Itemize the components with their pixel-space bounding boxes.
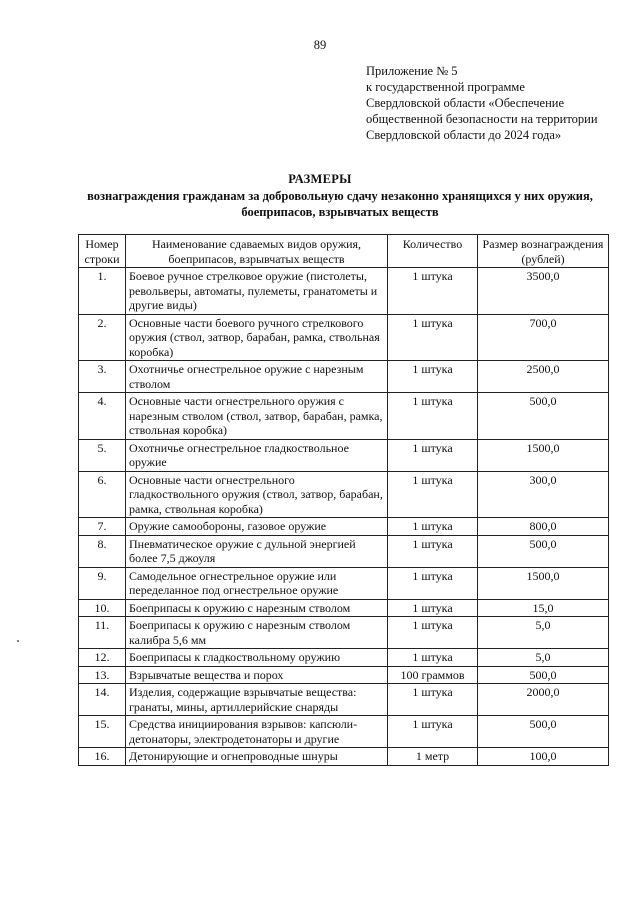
reward-amount-cell: 300,0 [478,471,609,518]
row-number-cell: 4. [79,393,126,440]
quantity-cell: 1 штука [388,361,478,393]
item-name-cell: Боеприпасы к оружию с нарезным стволом калибра 5,6 мм [126,617,388,649]
table-row [79,268,609,315]
row-number-cell: 6. [79,471,126,518]
quantity-cell: 1 метр [388,748,478,766]
table-header-row [79,235,609,268]
item-name-cell: Боеприпасы к оружию с нарезным стволом [126,599,388,617]
quantity-cell: 1 штука [388,439,478,471]
quantity-cell: 1 штука [388,518,478,536]
row-number-cell: 13. [79,666,126,684]
item-name-cell: Охотничье огнестрельное гладкоствольное оружие [126,439,388,471]
table-row [79,361,609,393]
quantity-cell: 1 штука [388,599,478,617]
appendix-line: Свердловской области до 2024 года» [366,128,562,142]
quantity-cell: 1 штука [388,314,478,361]
row-number-cell: 11. [79,617,126,649]
appendix-block [366,63,634,143]
item-name-cell: Средства инициирования взрывов: капсюли-детонаторы, электродетонаторы и другие [126,716,388,748]
row-number-cell: 9. [79,567,126,599]
quantity-cell: 1 штука [388,393,478,440]
table-row [79,518,609,536]
quantity-cell: 1 штука [388,268,478,315]
table-row [79,599,609,617]
subtitle-line: боеприпасов, взрывчатых веществ [241,205,439,219]
header-row-number: Номер строки [79,235,126,268]
quantity-cell: 1 штука [388,471,478,518]
document-title: РАЗМЕРЫ [288,172,352,186]
appendix-line: Приложение № 5 [366,64,458,78]
quantity-cell: 1 штука [388,617,478,649]
reward-amount-cell: 500,0 [478,393,609,440]
reward-amount-cell: 500,0 [478,535,609,567]
row-number-cell: 15. [79,716,126,748]
reward-amount-cell: 5,0 [478,617,609,649]
rewards-table [78,234,609,766]
quantity-cell: 1 штука [388,716,478,748]
reward-amount-cell: 500,0 [478,716,609,748]
item-name-cell: Основные части огнестрельного оружия с нарезным стволом (ствол, затвор, барабан, рамка, ствольная коробка) [126,393,388,440]
item-name-cell: Основные части боевого ручного стрелкового оружия (ствол, затвор, барабан, рамка, ствольная коробка) [126,314,388,361]
reward-amount-cell: 1500,0 [478,567,609,599]
item-name-cell: Изделия, содержащие взрывчатые вещества: гранаты, мины, артиллерийские снаряды [126,684,388,716]
reward-amount-cell: 2000,0 [478,684,609,716]
row-number-cell: 3. [79,361,126,393]
item-name-cell: Охотничье огнестрельное оружие с нарезным стволом [126,361,388,393]
table-row [79,617,609,649]
row-number-cell: 16. [79,748,126,766]
row-number-cell: 2. [79,314,126,361]
item-name-cell: Пневматическое оружие с дульной энергией более 7,5 джоуля [126,535,388,567]
row-number-cell: 1. [79,268,126,315]
quantity-cell: 1 штука [388,535,478,567]
table-row [79,748,609,766]
document-subtitle [40,188,640,220]
table-row [79,567,609,599]
reward-amount-cell: 700,0 [478,314,609,361]
table-row [79,666,609,684]
item-name-cell: Самодельное огнестрельное оружие или переделанное под огнестрельное оружие [126,567,388,599]
page-number: 89 [313,38,327,52]
item-name-cell: Оружие самообороны, газовое оружие [126,518,388,536]
table-row [79,535,609,567]
table-row [79,471,609,518]
table-body [79,268,609,766]
reward-amount-cell: 800,0 [478,518,609,536]
subtitle-line: вознаграждения гражданам за добровольную сдачу незаконно хранящихся у них оружия, [87,189,593,203]
quantity-cell: 1 штука [388,684,478,716]
appendix-line: общественной безопасности на территории [366,112,598,126]
table-row [79,314,609,361]
reward-amount-cell: 5,0 [478,649,609,667]
table-row [79,684,609,716]
reward-amount-cell: 500,0 [478,666,609,684]
header-reward-amount: Размер вознаграждения (рублей) [478,235,609,268]
reward-amount-cell: 100,0 [478,748,609,766]
table-row [79,439,609,471]
row-number-cell: 8. [79,535,126,567]
reward-amount-cell: 15,0 [478,599,609,617]
reward-amount-cell: 1500,0 [478,439,609,471]
item-name-cell: Взрывчатые вещества и порох [126,666,388,684]
row-number-cell: 7. [79,518,126,536]
reward-amount-cell: 3500,0 [478,268,609,315]
appendix-line: к государственной программе [366,80,525,94]
quantity-cell: 1 штука [388,567,478,599]
table-row [79,393,609,440]
reward-amount-cell: 2500,0 [478,361,609,393]
quantity-cell: 100 граммов [388,666,478,684]
row-number-cell: 14. [79,684,126,716]
header-item-name: Наименование сдаваемых видов оружия, боеприпасов, взрывчатых веществ [126,235,388,268]
item-name-cell: Основные части огнестрельного гладкоствольного оружия (ствол, затвор, барабан, рамка, ствольная коробка) [126,471,388,518]
appendix-line: Свердловской области «Обеспечение [366,96,565,110]
item-name-cell: Боеприпасы к гладкоствольному оружию [126,649,388,667]
header-quantity: Количество [388,235,478,268]
row-number-cell: 12. [79,649,126,667]
quantity-cell: 1 штука [388,649,478,667]
item-name-cell: Боевое ручное стрелковое оружие (пистолеты, револьверы, автоматы, пулеметы, гранатометы и другие виды) [126,268,388,315]
table-row [79,649,609,667]
table-row [79,716,609,748]
row-number-cell: 5. [79,439,126,471]
item-name-cell: Детонирующие и огнепроводные шнуры [126,748,388,766]
margin-speck [17,640,19,642]
row-number-cell: 10. [79,599,126,617]
